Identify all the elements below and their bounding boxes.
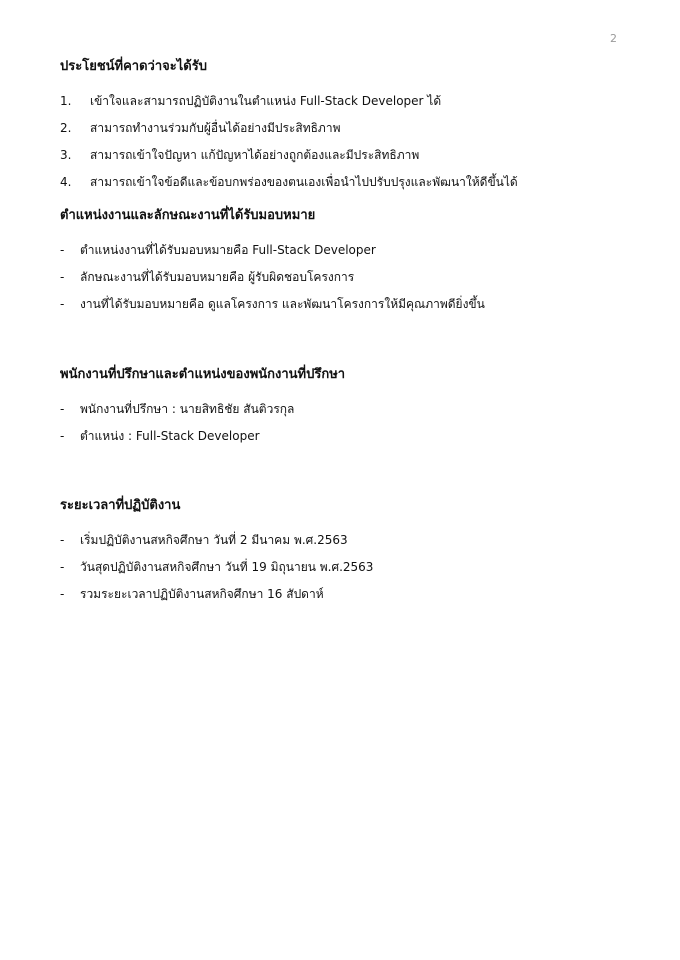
list-item-text: เริ่มปฏิบัติงานสหกิจศึกษา วันที่ 2 มีนาคม พ.ศ.2563	[80, 533, 348, 547]
list-number: 4.	[60, 175, 72, 189]
list-item-text: สามารถทำงานร่วมกับผู้อื่นได้อย่างมีประสิทธิภาพ	[90, 121, 341, 135]
list-item-text: งานที่ได้รับมอบหมายคือ ดูแลโครงการ และพัฒนาโครงการให้มีคุณภาพดียิ่งขึ้น	[80, 297, 485, 311]
bulleted-list	[60, 532, 640, 613]
section-work-period	[60, 497, 640, 613]
dash-bullet: -	[60, 270, 65, 284]
list-item	[60, 532, 640, 559]
list-item	[60, 559, 640, 586]
list-item	[60, 296, 640, 323]
list-item	[60, 147, 640, 174]
list-item-text: เข้าใจและสามารถปฏิบัติงานในตำแหน่ง Full-Stack Developer ได้	[90, 94, 442, 108]
list-item	[60, 93, 640, 120]
list-item	[60, 428, 640, 455]
list-item	[60, 269, 640, 296]
dash-bullet: -	[60, 533, 65, 547]
dash-bullet: -	[60, 243, 65, 257]
section-heading: ตำแหน่งงานและลักษณะงานที่ได้รับมอบหมาย	[60, 208, 316, 223]
list-item	[60, 586, 640, 613]
list-item-text: พนักงานที่ปรึกษา : นายสิทธิชัย สันติวรกุล	[80, 402, 295, 416]
list-number: 3.	[60, 148, 72, 162]
bulleted-list	[60, 242, 640, 323]
list-item	[60, 174, 640, 201]
list-number: 1.	[60, 94, 72, 108]
list-item	[60, 242, 640, 269]
list-item-text: รวมระยะเวลาปฏิบัติงานสหกิจศึกษา 16 สัปดาห์	[80, 587, 324, 601]
section-heading: ประโยชน์ที่คาดว่าจะได้รับ	[60, 59, 207, 74]
list-item-text: ตำแหน่ง : Full-Stack Developer	[80, 429, 260, 443]
list-item-text: ตำแหน่งงานที่ได้รับมอบหมายคือ Full-Stack Developer	[80, 243, 376, 257]
list-item	[60, 120, 640, 147]
list-item-text: วันสุดปฏิบัติงานสหกิจศึกษา วันที่ 19 มิถุนายน พ.ศ.2563	[80, 560, 374, 574]
page-number: 2	[610, 32, 617, 45]
dash-bullet: -	[60, 402, 65, 416]
section-position-and-duties	[60, 207, 640, 323]
section-heading: พนักงานที่ปรึกษาและตำแหน่งของพนักงานที่ปรึกษา	[60, 367, 346, 382]
list-item-text: ลักษณะงานที่ได้รับมอบหมายคือ ผู้รับผิดชอบโครงการ	[80, 270, 355, 284]
section-heading: ระยะเวลาที่ปฏิบัติงาน	[60, 498, 181, 513]
bulleted-list	[60, 401, 640, 455]
section-advisor	[60, 366, 640, 455]
numbered-list	[60, 93, 640, 201]
dash-bullet: -	[60, 587, 65, 601]
list-item	[60, 401, 640, 428]
list-item-text: สามารถเข้าใจข้อดีและข้อบกพร่องของตนเองเพื่อนำไปปรับปรุงและพัฒนาให้ดีขึ้นได้	[90, 175, 518, 189]
section-expected-benefits	[60, 58, 640, 201]
list-number: 2.	[60, 121, 72, 135]
list-item-text: สามารถเข้าใจปัญหา แก้ปัญหาได้อย่างถูกต้องและมีประสิทธิภาพ	[90, 148, 420, 162]
dash-bullet: -	[60, 429, 65, 443]
dash-bullet: -	[60, 297, 65, 311]
dash-bullet: -	[60, 560, 65, 574]
